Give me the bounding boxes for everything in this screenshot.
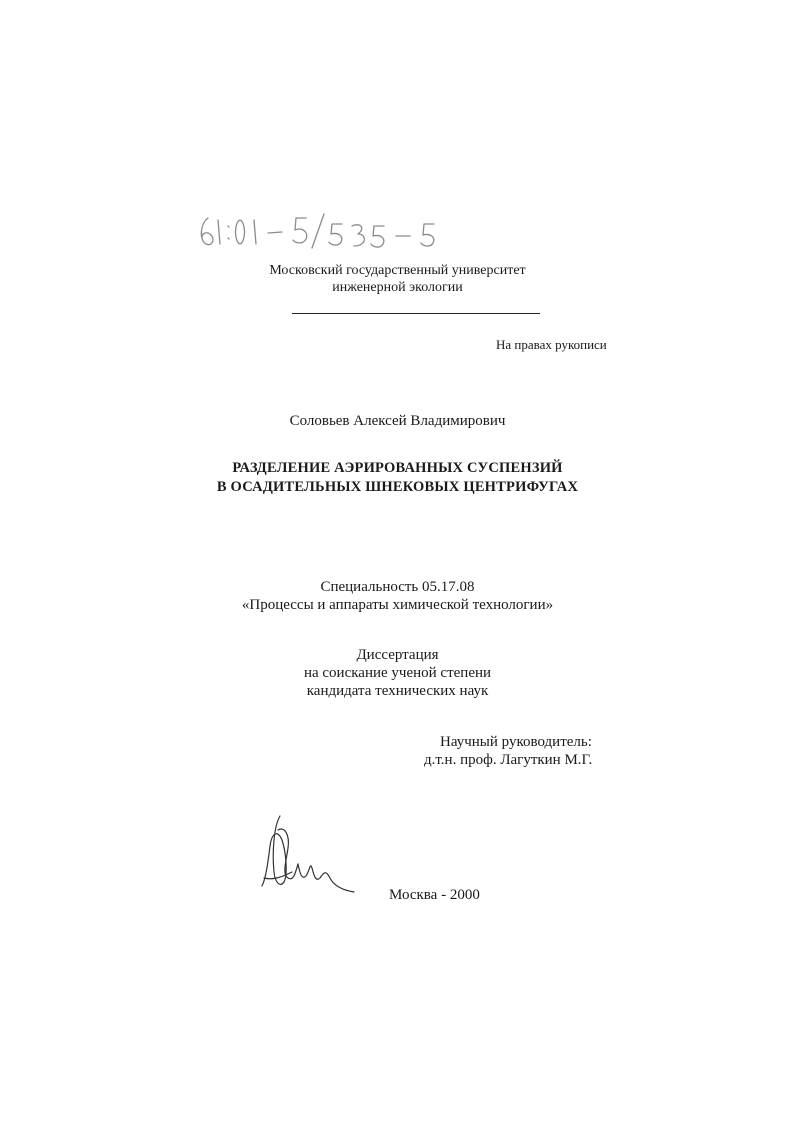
title-line-1: РАЗДЕЛЕНИЕ АЭРИРОВАННЫХ СУСПЕНЗИЙ [232, 460, 563, 476]
header-divider [292, 313, 540, 314]
degree-line-3: кандидата технических наук [306, 683, 489, 699]
title-line-2: В ОСАДИТЕЛЬНЫХ ШНЕКОВЫХ ЦЕНТРИФУГАХ [216, 479, 579, 495]
university-name [0, 262, 795, 296]
university-line-2: инженерной экологии [332, 280, 463, 295]
dissertation-title [0, 459, 795, 497]
handwritten-stamp [196, 206, 456, 254]
advisor-name: д.т.н. проф. Лагуткин М.Г. [424, 752, 593, 768]
university-line-1: Московский государственный университет [269, 263, 526, 278]
degree-line-1: Диссертация [356, 647, 439, 663]
specialty-block [0, 578, 795, 614]
city-year: Москва - 2000 [389, 887, 480, 903]
rights-note: На правах рукописи [496, 337, 607, 352]
specialty-name: «Процессы и аппараты химической технологии» [241, 597, 554, 613]
author-name: Соловьев Алексей Владимирович [289, 413, 506, 429]
advisor-block [424, 733, 592, 769]
degree-block [0, 646, 795, 700]
advisor-label: Научный руководитель: [440, 734, 592, 750]
specialty-code: Специальность 05.17.08 [320, 579, 475, 595]
handwritten-signature [258, 812, 362, 904]
degree-line-2: на соискание ученой степени [303, 665, 492, 681]
